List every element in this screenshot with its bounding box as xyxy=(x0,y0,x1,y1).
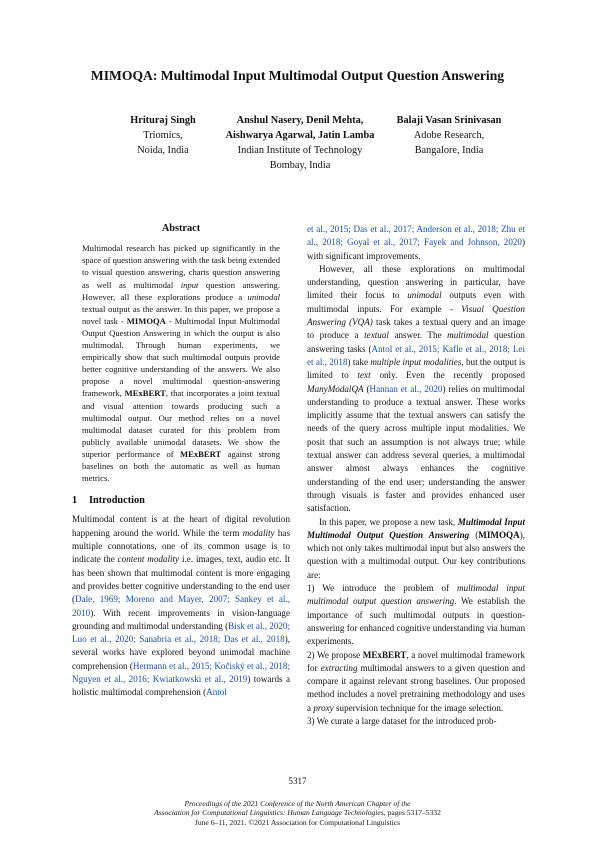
citation-link[interactable]: Antol et al., 2015; Kafle et al., 2018; Lei et al., 2018 xyxy=(307,343,525,367)
paragraph-limitations: However, all these explorations on multimodal understanding, question answering in particular, have limited their focus to unimodal outputs even with multimodal inputs. For example - Visual Question Answering (VQA) task takes a textual query and an image to produce a textual answer. The multimodal question answering tasks (Antol et al., 2015; Kafle et al., 2018; Lei et al., 2018) take multiple input modalities, but the output is limited to text only. Even the recently proposed ManyModalQA (Hannan et al., 2020) relies on multimodal understanding to produce a textual answer. These works implicitly assume that the textual answers can satisfy the needs of the query across multiple input modalities. We posit that such an assumption is not always true; while textual answer can address several queries, a multimodal answer almost always enhances the cognitive understanding of the end user; understanding the answer through visuals is faster and provides enhanced user satisfaction. xyxy=(307,263,525,514)
abstract-heading: Abstract xyxy=(161,223,201,234)
contribution-3: 3) We curate a large dataset for the introduced prob- xyxy=(307,715,497,726)
author-location: Bombay, India xyxy=(269,160,331,171)
author-name: Balaji Vasan Srinivasan xyxy=(396,115,502,126)
citation-link[interactable]: Antol xyxy=(206,687,227,698)
author-affiliation: Adobe Research, xyxy=(413,130,485,141)
citation-link[interactable]: Bisk et al., 2020; Luo et al., 2020; Sanabria et al., 2018; Das et al., 2018 xyxy=(72,620,291,645)
intro-paragraph: Multimodal content is at the heart of digital revolution happening around the world. While the term modality has multiple connotations, one of its common usage is to indicate the content modality i.e. images, text, audio etc. It has been shown that multimodal content is more engaging and provides better cognitive understanding to the end user (Dale, 1969; Moreno and Mayer, 2007; Sankey et al., 2010). With recent improvements in vision-language grounding and multimodal understanding (Bisk et al., 2020; Luo et al., 2020; Sanabria et al., 2018; Das et al., 2018), several works have explored beyond unimodal machine comprehension (Hermann et al., 2015; Kočiský et al., 2018; Nguyen et al., 2016; Kwiatkowski et al., 2019) towards a holistic multimodal comprehension (Antol xyxy=(72,514,291,698)
citation-link[interactable]: et al., 2015; Das et al., 2017; Anderson et al., 2018; Zhu et al., 2018; Goyal et al., 2017; Fayek and Johnson, 2020 xyxy=(307,224,525,248)
author-name: Hrituraj Singh xyxy=(130,115,196,126)
proceedings-footer xyxy=(0,799,595,827)
left-column xyxy=(72,222,290,700)
citation-link[interactable]: Hermann et al., 2015; Kočiský et al., 2018; Nguyen et al., 2016; Kwiatkowski et al., 2019 xyxy=(72,660,290,685)
citation-link[interactable]: Hannan et al., 2020 xyxy=(369,383,443,394)
contribution-1: 1) We introduce the problem of multimodal input multimodal output question answering. We establish the importance of such multimodal outputs in question-answering for enhanced cognitive understanding via human experiments. xyxy=(307,583,525,647)
footer-line-2: Association for Computational Linguistics: Human Language Technologies xyxy=(154,808,384,818)
contribution-2: 2) We propose MExBERT, a novel multimodal framework for extracting multimodal answers to a given question and compare it against relevant strong baselines. Our proposed method includes a novel pretraining methodology and uses a proxy supervision technique for the image selection. xyxy=(307,649,526,713)
footer-pages: , pages 5317–5332 xyxy=(383,808,441,818)
author-names: Anshul Nasery, Denil Mehta, xyxy=(236,115,364,126)
section-heading-introduction: 1 Introduction xyxy=(72,495,145,507)
author-location: Bangalore, India xyxy=(414,145,484,156)
citation-link[interactable]: Dale, 1969; Moreno and Mayer, 2007; Sankey et al., 2010 xyxy=(72,594,290,618)
footer-line-1: Proceedings of the 2021 Conference of the North American Chapter of the xyxy=(184,799,411,808)
paragraph-proposal: In this paper, we propose a new task, Multimodal Input Multimodal Output Question Answering (MIMOQA), which not only takes multimodal input but also answers the question with a multimodal output. Our key contributions are: xyxy=(307,516,525,580)
author-names-2: Aishwarya Agarwal, Jatin Lamba xyxy=(225,130,375,141)
footer-line-3: June 6–11, 2021. ©2021 Association for Computational Linguistics xyxy=(194,817,401,827)
paper-title: MIMOQA: Multimodal Input Multimodal Output Question Answering xyxy=(90,68,505,83)
abstract-body: Multimodal research has picked up significantly in the space of question answering with the task being extended to visual question answering, charts question answering as well as multimodal input question answering. However, all these explorations produce a unimodal textual output as the answer. In this paper, we propose a novel task - MIMOQA - Multimodal Input Multimodal Output Question Answering in which the output is also multimodal. Through human experiments, we empirically show that such multimodal outputs provide better cognitive understanding of the answers. We also propose a novel multimodal question-answering framework, MExBERT, that incorporates a joint textual and visual attention towards producing such a multimodal output. Our method relies on a novel multimodal dataset curated for this problem from publicly available unimodal datasets. We show the superior performance of MExBERT against strong baselines on both the automatic as well as human metrics. xyxy=(82,243,281,484)
intro-continued: et al., 2015; Das et al., 2017; Anderson et al., 2018; Zhu et al., 2018; Goyal et al., 2017; Fayek and Johnson, 2020) with significant improvements. xyxy=(307,224,525,261)
author-location: Noida, India xyxy=(137,145,189,156)
author-affiliation: Triomics, xyxy=(143,130,183,141)
author-affiliation: Indian Institute of Technology xyxy=(237,145,363,156)
author-block-3 xyxy=(380,113,518,158)
right-column xyxy=(307,223,525,728)
page-number: 5317 xyxy=(288,776,307,786)
author-block-2 xyxy=(204,113,396,173)
